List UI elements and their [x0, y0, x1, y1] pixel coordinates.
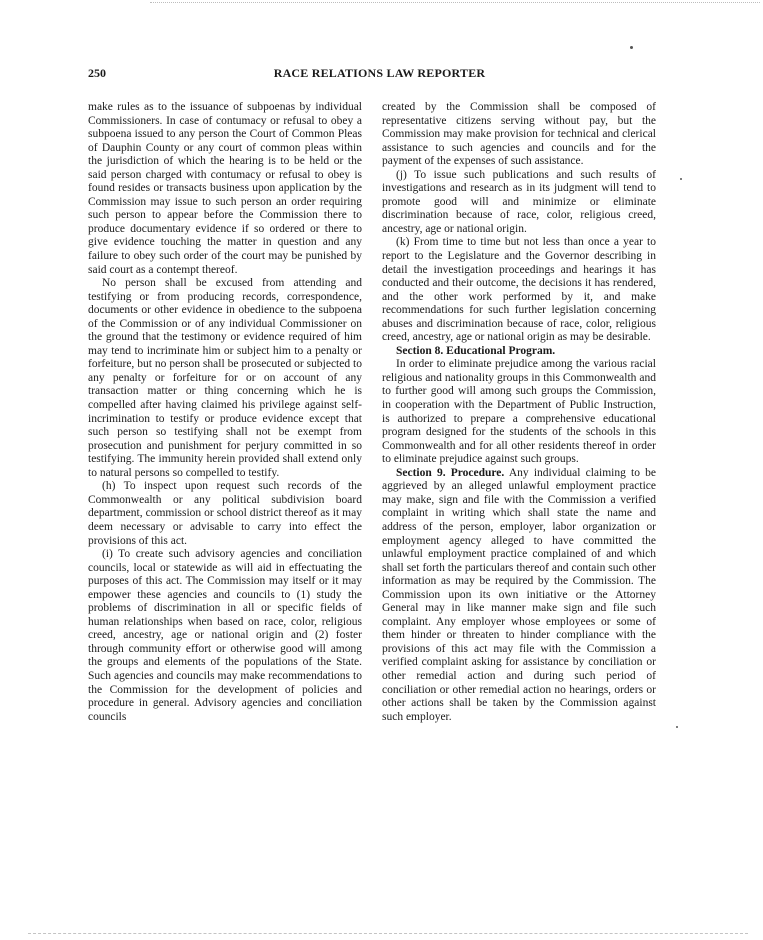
section-8-title: Section 8. Educational Program. — [396, 344, 556, 357]
paragraph-h-inspect-records: (h) To inspect upon request such records of the Commonwealth or any political subdivision board department, commission or school district thereof as it may deem necessary or advisable to carry into effect the provisions of this act. — [88, 480, 362, 547]
left-column — [88, 101, 362, 724]
paragraph-educational-program: In order to eliminate prejudice among the various racial religious and nationality groups in this Commonwealth and to further good will among such groups the Commission, in cooperation with the Department of Public Instruction, is authorized to prepare a comprehensive educational program designed for the students of the schools in this Commonwealth and for all other residents thereof in order to eliminate prejudice against such groups. — [382, 358, 656, 466]
paragraph-procedure — [382, 467, 656, 724]
scan-speck — [676, 726, 678, 728]
scan-bottom-edge — [28, 933, 748, 934]
paragraph-subpoena-contumacy: make rules as to the issuance of subpoenas by individual Commissioners. In case of contumacy or refusal to obey a subpoena issued to any person the Court of Common Pleas of Dauphin County or any court of common pleas within the jurisdiction of which the hearing is to be held or the said person charged with contumacy or refusal to obey is found resides or transacts business upon application by the Commission may issue to such person an order requiring such person to appear before the Commission there to produce documentary evidence if so ordered or there to give evidence touching the matter in question and any failure to obey such order of the court may be punished by said court as a contempt thereof. — [88, 101, 362, 276]
scan-top-edge — [150, 2, 760, 3]
paragraph-k-report: (k) From time to time but not less than once a year to report to the Legislature and the Governor describing in detail the investigation proceedings and hearings it has conducted and their outcome, the decisions it has rendered, and the other work performed by it, and make recommendations for such further legislation concerning abuses and discrimination because of race, color, religious creed, ancestry, age or national origin as may be desirable. — [382, 236, 656, 344]
section-9-title: Section 9. Procedure. — [396, 466, 505, 479]
page-header — [88, 66, 671, 84]
scan-speck — [680, 178, 682, 180]
paragraph-i-advisory-agencies: (i) To create such advisory agencies and conciliation councils, local or statewide as will aid in effectuating the purposes of this act. The Commission may itself or it may empower these agencies and councils to (1) study the problems of discrimination in all or specific fields of human relationships when based on race, color, religious creed, ancestry, age or national origin and (2) foster through community effort or otherwise good will among the groups and elements of the populations of the State. Such agencies and councils may make recommendations to the Commission for the development of policies and procedure in general. Advisory agencies and conciliation councils — [88, 548, 362, 723]
procedure-text: Any individual claiming to be aggrieved by an alleged unlawful employment practice may make, sign and file with the Commission a verified complaint in writing which shall state the name and address of the person, employer, labor organization or employment agency alleged to have committed the unlawful employment practice complained of and which shall set forth the particulars thereof and contain such other information as may be required by the Commission. The Commission upon its own initiative or the Attorney General may in like manner make sign and file such complaint. Any employer whose employees or some of them hinder or threaten to hinder compliance with the provisions of this act may file with the Commission a verified complaint asking for assistance by conciliation or other remedial action and during such period of conciliation or other remedial action no hearings, orders or other actions shall be taken by the Commission against such employer. — [382, 466, 656, 723]
paragraph-self-incrimination: No person shall be excused from attending and testifying or from producing records, correspondence, documents or other evidence in obedience to the subpoena of the Commission or of any individual Commissioner on the ground that the testimony or evidence required of him may tend to incriminate him or subject him to a penalty or forfeiture, but no person shall be prosecuted or subjected to any penalty or forfeiture for or on account of any transaction matter or thing concerning which he is compelled after having claimed his privilege against self-incrimination to testify or produce evidence except that such person so testifying shall not be exempt from prosecution and punishment for perjury committed in so testifying. The immunity herein provided shall extend only to natural persons so compelled to testify. — [88, 277, 362, 479]
page-number: 250 — [88, 66, 106, 80]
right-column — [382, 101, 656, 724]
section-8-heading — [382, 345, 656, 359]
scan-speck — [630, 46, 633, 49]
paragraph-agencies-composition: created by the Commission shall be composed of representative citizens serving without pay, but the Commission may make provision for technical and clerical assistance to such agencies and councils and for the payment of the expenses of such assistance. — [382, 101, 656, 168]
paragraph-j-publications: (j) To issue such publications and such results of investigations and research as in its judgment will tend to promote good will and minimize or eliminate discrimination because of race, color, religious creed, ancestry, age or national origin. — [382, 168, 656, 235]
running-title: RACE RELATIONS LAW REPORTER — [273, 66, 486, 80]
